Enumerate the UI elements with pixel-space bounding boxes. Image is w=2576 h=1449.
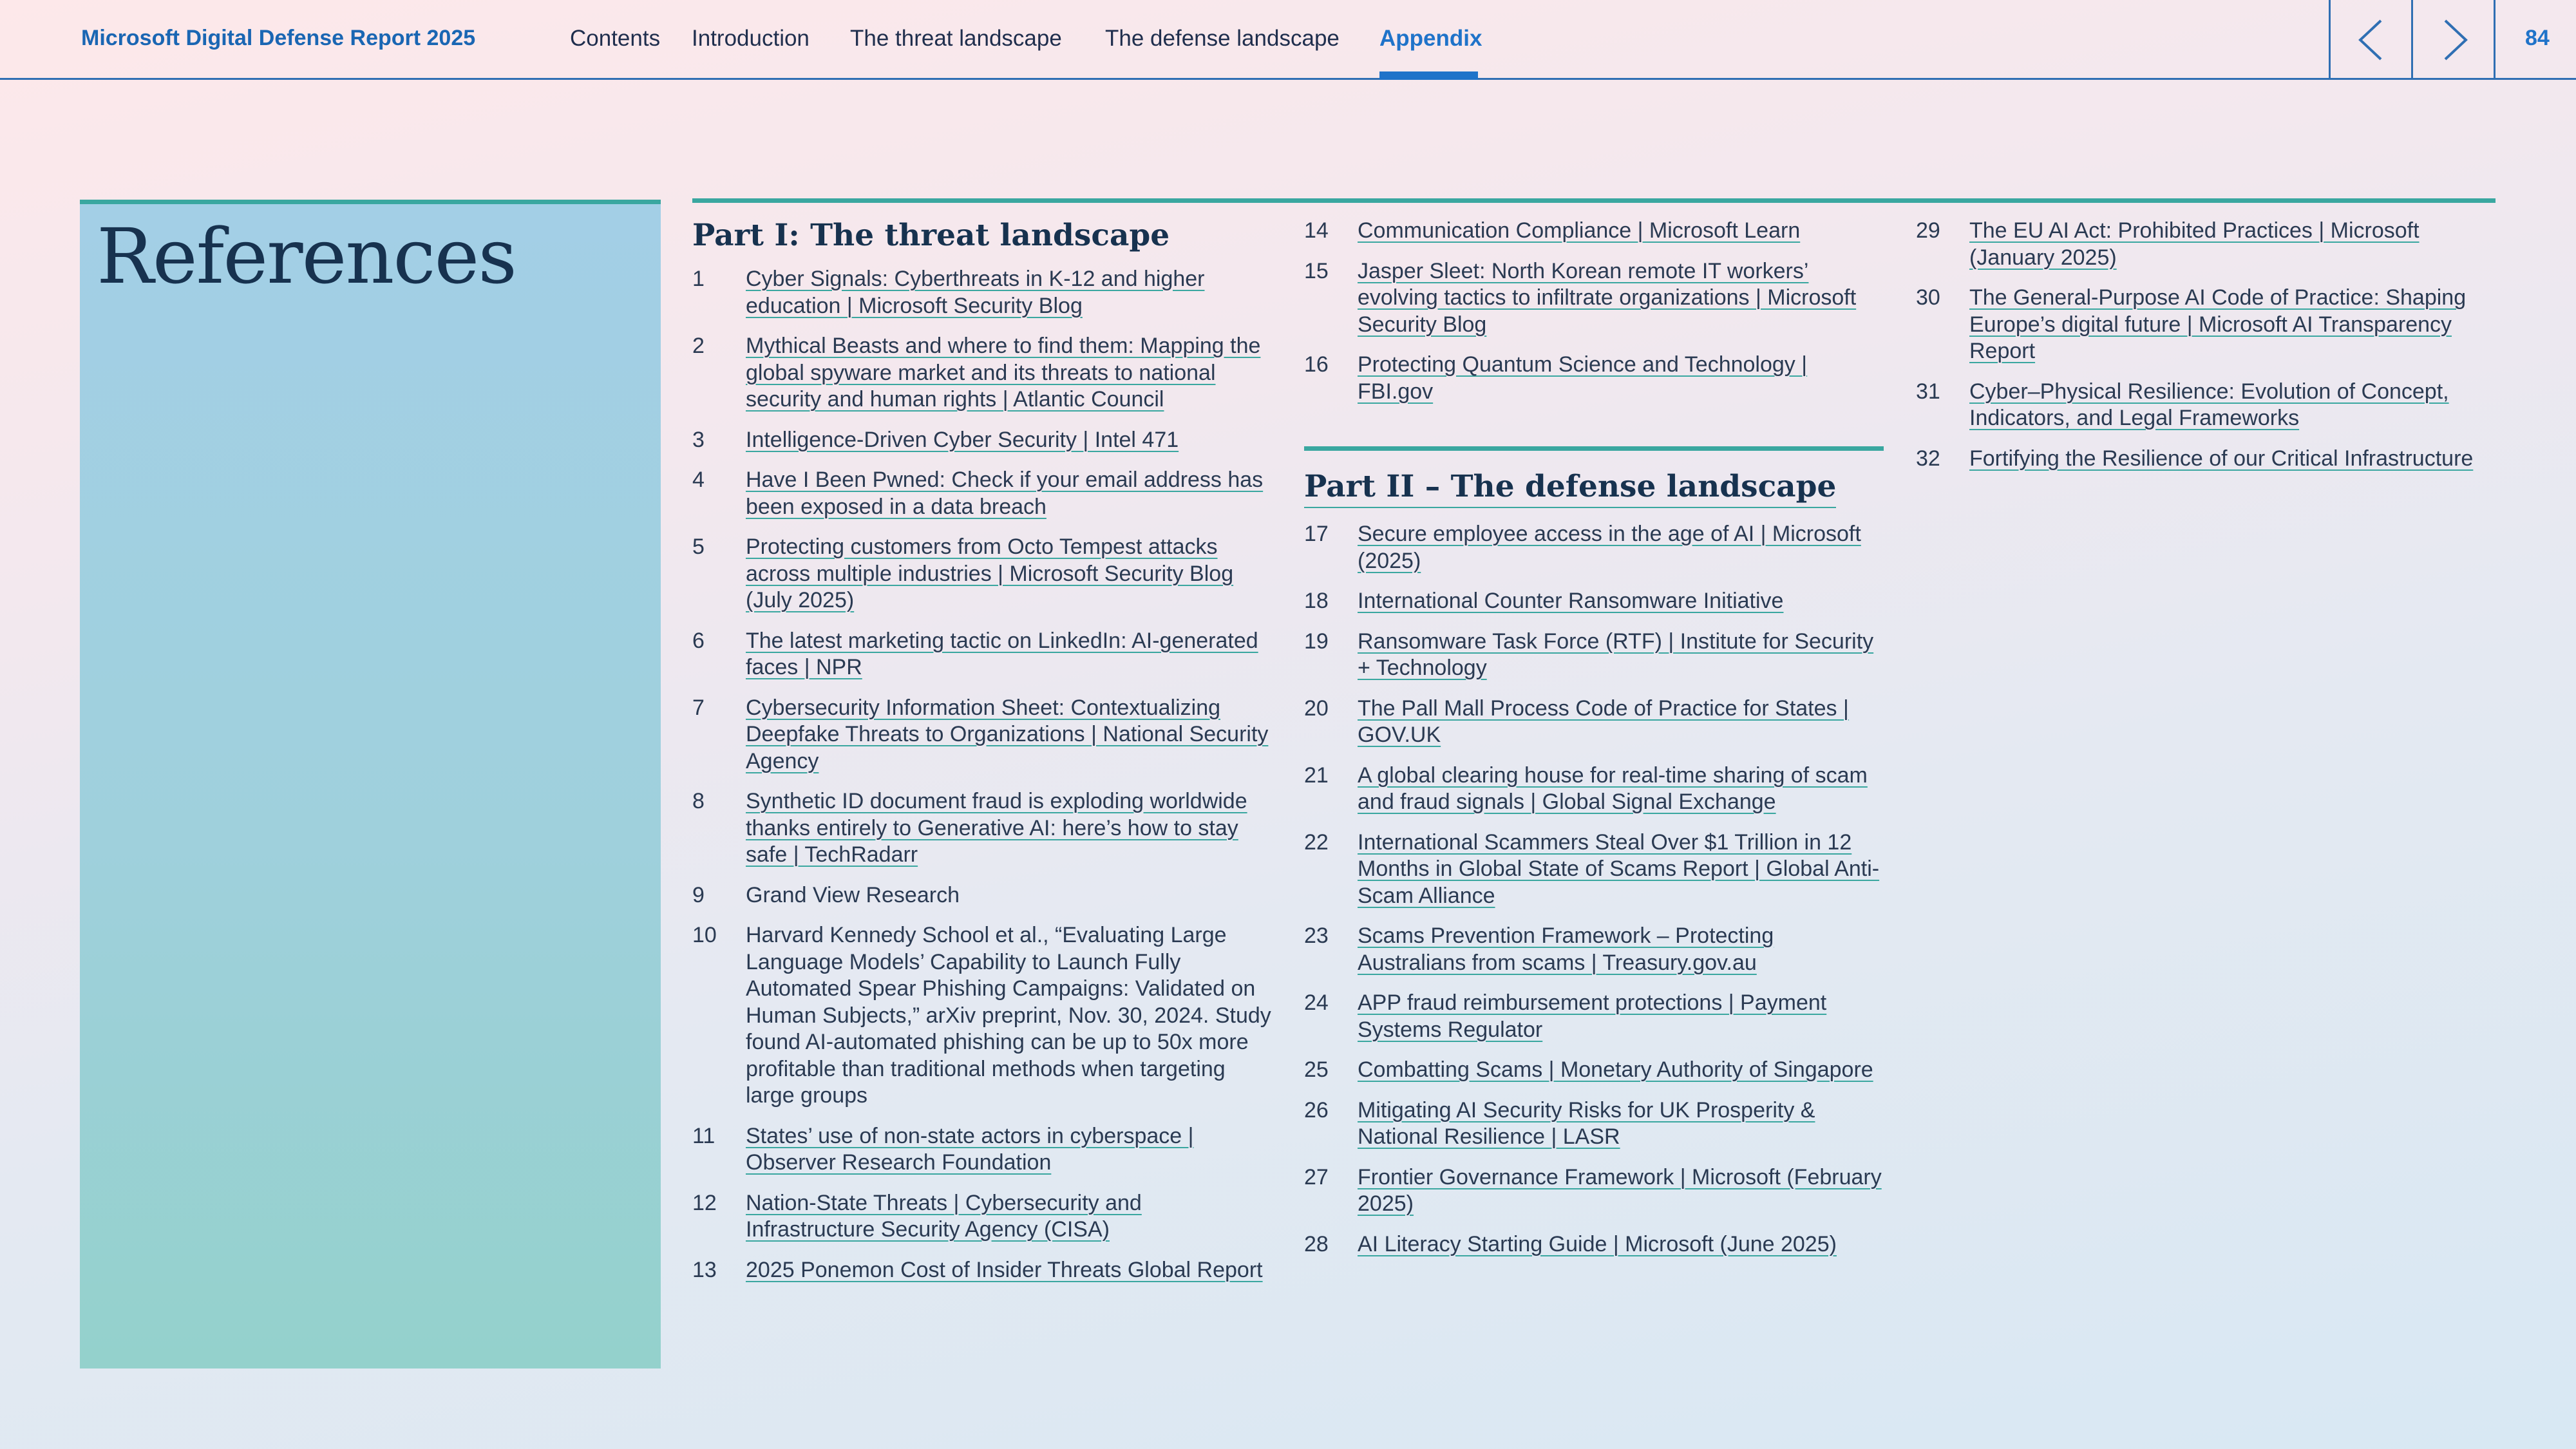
reference-link[interactable]: Jasper Sleet: North Korean remote IT workers’ evolving tactics to infiltrate organizations | Microsoft Security Blog	[1358, 258, 1857, 337]
nav-appendix[interactable]: Appendix	[1379, 26, 1482, 51]
section-heading-part1: Part I: The threat landscape	[692, 218, 1170, 253]
reference-item	[1304, 629, 1884, 682]
reference-item	[1304, 1097, 1884, 1151]
reference-link[interactable]: States’ use of non-state actors in cyberspace | Observer Research Foundation	[746, 1123, 1194, 1175]
reference-link[interactable]: Communication Compliance | Microsoft Learn	[1358, 218, 1801, 243]
reference-number: 29	[1916, 218, 1940, 243]
top-navigation-bar	[0, 0, 2576, 80]
reference-number: 22	[1304, 829, 1329, 855]
reference-text: Harvard Kennedy School et al., “Evaluating Large Language Models’ Capability to Launch Fully Automated Spear Phishing Campaigns: Validated on Human Subjects,” arXiv preprint, Nov. 30, 2024. Study found AI-automated phishing can be up to 50x more profitable than traditional methods when targeting large groups	[746, 923, 1271, 1108]
reference-item	[1304, 1164, 1884, 1218]
reference-item	[692, 695, 1272, 775]
reference-number: 17	[1304, 522, 1329, 546]
reference-link[interactable]: APP fraud reimbursement protections | Payment Systems Regulator	[1358, 990, 1827, 1042]
reference-number: 20	[1304, 696, 1329, 721]
page-number-box	[2494, 0, 2576, 80]
reference-item	[692, 922, 1272, 1110]
reference-link[interactable]: International Counter Ransomware Initiative	[1358, 589, 1784, 613]
column-3	[1916, 218, 2496, 486]
reference-link[interactable]: A global clearing house for real-time sharing of scam and fraud signals | Global Signal Exchange	[1358, 762, 1868, 814]
reference-link[interactable]: Cyber–Physical Resilience: Evolution of Concept, Indicators, and Legal Frameworks	[1969, 379, 2449, 430]
reference-link[interactable]: Scams Prevention Framework – Protecting Australians from scams | Treasury.gov.au	[1358, 923, 1774, 975]
report-title[interactable]: Microsoft Digital Defense Report 2025	[81, 26, 476, 50]
reference-text: Grand View Research	[746, 882, 960, 907]
reference-number: 12	[692, 1190, 717, 1215]
reference-item	[692, 1190, 1272, 1244]
reference-link[interactable]: Cybersecurity Information Sheet: Contextualizing Deepfake Threats to Organizations | National Security Agency	[746, 695, 1269, 773]
reference-item	[1304, 1231, 1884, 1258]
reference-number: 14	[1304, 218, 1329, 243]
top-divider	[692, 198, 2496, 203]
section-heading-part2: Part II – The defense landscape	[1304, 469, 1836, 508]
reference-number: 5	[692, 535, 705, 559]
reference-list-part2-continued	[1916, 218, 2496, 472]
reference-item	[692, 534, 1272, 614]
chevron-right-icon	[2413, 0, 2496, 80]
reference-item	[692, 882, 1272, 909]
reference-link[interactable]: Fortifying the Resilience of our Critical Infrastructure	[1969, 446, 2474, 471]
reference-list-part1	[692, 266, 1272, 1283]
reference-link[interactable]: Mythical Beasts and where to find them: Mapping the global spyware market and its threats to national security and human rights | Atlantic Council	[746, 334, 1261, 412]
reference-item	[1916, 446, 2496, 473]
reference-number: 15	[1304, 258, 1329, 283]
reference-item	[692, 628, 1272, 681]
reference-item	[1916, 285, 2496, 365]
section-divider	[1304, 446, 1884, 451]
reference-item	[1304, 258, 1884, 339]
reference-link[interactable]: International Scammers Steal Over $1 Trillion in 12 Months in Global State of Scams Report | Global Anti-Scam Alliance	[1358, 829, 1880, 908]
reference-link[interactable]: Frontier Governance Framework | Microsoft (February 2025)	[1358, 1164, 1882, 1216]
reference-item	[1304, 829, 1884, 910]
reference-link[interactable]: Intelligence-Driven Cyber Security | Intel 471	[746, 427, 1179, 452]
reference-link[interactable]: AI Literacy Starting Guide | Microsoft (June 2025)	[1358, 1231, 1837, 1256]
reference-link[interactable]: Synthetic ID document fraud is exploding worldwide thanks entirely to Generative AI: here’s how to stay safe | TechRadarr	[746, 789, 1247, 867]
reference-link[interactable]: The General-Purpose AI Code of Practice: Shaping Europe’s digital future | Microsoft AI Transparency Report	[1969, 285, 2467, 363]
reference-link[interactable]: The EU AI Act: Prohibited Practices | Microsoft (January 2025)	[1969, 218, 2420, 270]
page-number: 84	[2525, 26, 2550, 50]
reference-link[interactable]: Mitigating AI Security Risks for UK Prosperity & National Resilience | LASR	[1358, 1097, 1815, 1149]
reference-link[interactable]: 2025 Ponemon Cost of Insider Threats Global Report	[746, 1257, 1263, 1282]
reference-link[interactable]: Nation-State Threats | Cybersecurity and Infrastructure Security Agency (CISA)	[746, 1190, 1142, 1242]
reference-list-part2	[1304, 521, 1884, 1258]
reference-link[interactable]: Combatting Scams | Monetary Authority of Singapore	[1358, 1057, 1873, 1082]
page-title: References	[97, 212, 516, 301]
previous-page-button[interactable]	[2329, 0, 2411, 80]
reference-item	[1304, 923, 1884, 976]
reference-number: 27	[1304, 1164, 1329, 1189]
reference-item	[1304, 762, 1884, 816]
active-tab-indicator	[1379, 71, 1478, 80]
reference-item	[1304, 588, 1884, 615]
reference-number: 8	[692, 789, 705, 813]
reference-item	[1304, 990, 1884, 1043]
nav-threat-landscape[interactable]: The threat landscape	[850, 26, 1062, 51]
nav-contents[interactable]: Contents	[570, 26, 661, 51]
reference-number: 21	[1304, 762, 1329, 788]
reference-number: 1	[692, 267, 705, 291]
reference-number: 30	[1916, 285, 1940, 310]
reference-item	[692, 333, 1272, 413]
reference-number: 26	[1304, 1097, 1329, 1122]
reference-link[interactable]: Ransomware Task Force (RTF) | Institute for Security + Technology	[1358, 629, 1874, 680]
reference-link[interactable]: Have I Been Pwned: Check if your email address has been exposed in a data breach	[746, 468, 1264, 519]
reference-item	[1304, 352, 1884, 405]
reference-item	[1304, 1057, 1884, 1084]
reference-item	[692, 266, 1272, 319]
reference-link[interactable]: Secure employee access in the age of AI | Microsoft (2025)	[1358, 522, 1861, 573]
reference-number: 4	[692, 468, 705, 492]
reference-link[interactable]: Protecting customers from Octo Tempest attacks across multiple industries | Microsoft Security Blog (July 2025)	[746, 535, 1234, 612]
nav-introduction[interactable]: Introduction	[692, 26, 810, 51]
references-panel	[80, 200, 661, 1368]
reference-number: 28	[1304, 1231, 1329, 1256]
reference-link[interactable]: The Pall Mall Process Code of Practice for States | GOV.UK	[1358, 696, 1849, 747]
reference-item	[1304, 696, 1884, 749]
reference-number: 19	[1304, 629, 1329, 654]
reference-item	[1304, 521, 1884, 574]
reference-link[interactable]: Protecting Quantum Science and Technology | FBI.gov	[1358, 352, 1808, 404]
reference-number: 10	[692, 923, 717, 947]
next-page-button[interactable]	[2411, 0, 2494, 80]
reference-list-part1-continued	[1304, 218, 1884, 405]
reference-number: 18	[1304, 589, 1329, 613]
reference-number: 16	[1304, 352, 1329, 377]
reference-link[interactable]: Cyber Signals: Cyberthreats in K-12 and higher education | Microsoft Security Blog	[746, 267, 1205, 318]
reference-link[interactable]: The latest marketing tactic on LinkedIn: AI-generated faces | NPR	[746, 628, 1258, 679]
reference-number: 6	[692, 628, 705, 653]
reference-number: 23	[1304, 923, 1329, 948]
reference-item	[692, 1257, 1272, 1284]
reference-number: 24	[1304, 990, 1329, 1015]
reference-number: 31	[1916, 379, 1940, 404]
reference-item	[692, 467, 1272, 520]
reference-item	[692, 788, 1272, 869]
column-part1	[692, 218, 1272, 1297]
reference-number: 2	[692, 334, 705, 358]
reference-number: 7	[692, 695, 705, 720]
reference-number: 9	[692, 882, 705, 907]
reference-number: 25	[1304, 1057, 1329, 1082]
nav-defense-landscape[interactable]: The defense landscape	[1105, 26, 1340, 51]
reference-item	[1916, 218, 2496, 271]
column-2	[1304, 218, 1884, 1271]
chevron-left-icon	[2331, 0, 2413, 80]
reference-number: 11	[692, 1123, 715, 1148]
reference-item	[692, 1123, 1272, 1177]
reference-number: 3	[692, 427, 705, 452]
reference-number: 13	[692, 1257, 717, 1282]
reference-number: 32	[1916, 446, 1940, 471]
reference-item	[692, 427, 1272, 454]
reference-item	[1304, 218, 1884, 245]
reference-item	[1916, 379, 2496, 432]
